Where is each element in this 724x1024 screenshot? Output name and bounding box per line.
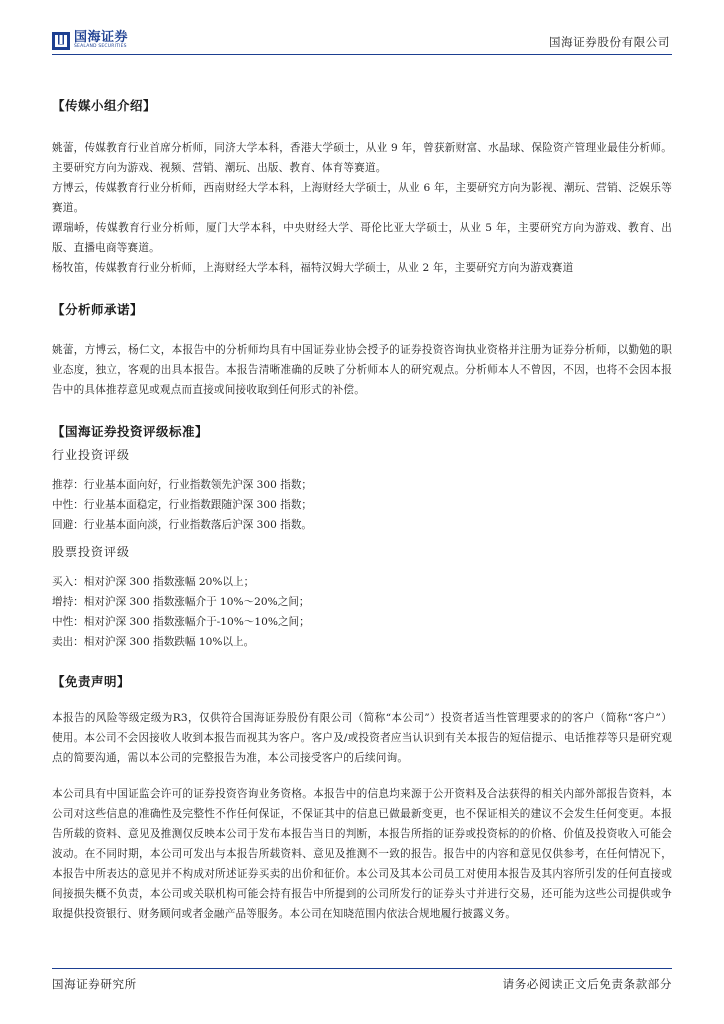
member-bio: 方博云，传媒教育行业分析师，西南财经大学本科，上海财经大学硕士，从业 6 年，主要研究方向为影视、潮玩、营销、泛娱乐等赛道。 [52,182,672,214]
footer-notice: 请务必阅读正文后免责条款部分 [502,977,672,991]
footer-divider [52,968,672,969]
media-team-title: 【传媒小组介绍】 [52,98,157,113]
industry-rating-item: 推荐：行业基本面向好，行业指数领先沪深 300 指数； [52,479,313,491]
industry-rating-item: 中性：行业基本面稳定，行业指数跟随沪深 300 指数； [52,499,313,511]
stock-rating-item: 增持：相对沪深 300 指数涨幅介于 10%～20%之间； [52,596,310,608]
page-header [0,0,724,60]
header-company-name: 国海证券股份有限公司 [549,35,670,49]
disclaimer-paragraph: 本报告的风险等级定级为R3，仅供符合国海证券股份有限公司（简称“本公司”）投资者适当性管理要求的的客户（简称“客户”）使用。本公司不会因接收人收到本报告而视其为客户。客户及/或投资者应当认识到有关本报告的短信提示、电话推荐等只是研究观点的简要沟通，需以本公司的完整报告为准，本公司接受客户的后续问询。 [52,712,672,764]
footer-institute: 国海证券研究所 [52,977,137,991]
stock-rating-item: 买入：相对沪深 300 指数涨幅 20%以上； [52,576,255,588]
rating-standard-section [52,422,672,652]
header-divider [52,54,672,55]
disclaimer-section [52,672,672,924]
logo-icon [52,32,70,50]
stock-rating-item: 卖出：相对沪深 300 指数跌幅 10%以上。 [52,636,255,648]
member-bio: 杨牧笛，传媒教育行业分析师，上海财经大学本科，福特汉姆大学硕士，从业 2 年，主要研究方向为游戏赛道 [52,262,574,274]
analyst-pledge-section [52,300,672,400]
media-team-section [52,96,672,278]
industry-rating-heading: 行业投资评级 [52,448,131,462]
analyst-pledge-text: 姚蕾，方博云，杨仁文，本报告中的分析师均具有中国证券业协会授予的证券投资咨询执业资格并注册为证券分析师，以勤勉的职业态度，独立，客观的出具本报告。本报告清晰准确的反映了分析师本人的研究观点。分析师本人不曾因，不因，也将不会因本报告中的具体推荐意见或观点而直接或间接收取到任何形式的补偿。 [52,344,672,396]
disclaimer-title: 【免责声明】 [52,674,131,689]
stock-rating-heading: 股票投资评级 [52,545,131,559]
company-logo [52,31,128,50]
logo-chinese-name: 国海证券 [74,30,129,45]
analyst-pledge-title: 【分析师承诺】 [52,302,144,317]
stock-rating-item: 中性：相对沪深 300 指数涨幅介于-10%～10%之间； [52,616,310,628]
industry-rating-item: 回避：行业基本面向淡，行业指数落后沪深 300 指数。 [52,519,313,531]
rating-standard-title: 【国海证券投资评级标准】 [52,424,209,439]
member-bio: 姚蕾，传媒教育行业首席分析师，同济大学本科，香港大学硕士，从业 9 年，曾获新财富、水晶球、保险资产管理业最佳分析师。主要研究方向为游戏、视频、营销、潮玩、出版、教育、体育等赛道。 [52,142,672,174]
member-bio: 谭瑞峤，传媒教育行业分析师，厦门大学本科，中央财经大学、哥伦比亚大学硕士，从业 5 年，主要研究方向为游戏、教育、出版、直播电商等赛道。 [52,222,672,254]
logo-english-name: SEALAND SECURITIES [74,44,127,49]
disclaimer-paragraph: 本公司具有中国证监会许可的证券投资咨询业务资格。本报告中的信息均来源于公开资料及合法获得的相关内部外部报告资料，本公司对这些信息的准确性及完整性不作任何保证，不保证其中的信息已做最新变更，也不保证相关的建议不会发生任何变更。本报告所载的资料、意见及推测仅反映本公司于发布本报告当日的判断，本报告所指的证券或投资标的的价格、价值及投资收入可能会波动。在不同时期，本公司可发出与本报告所载资料、意见及推测不一致的报告。报告中的内容和意见仅供参考，在任何情况下，本报告中所表达的意见并不构成对所述证券买卖的出价和征价。本公司及其本公司员工对使用本报告及其内容所引发的任何直接或间接损失概不负责，本公司或关联机构可能会持有报告中所提到的公司所发行的证券头寸并进行交易，还可能为这些公司提供或争取提供投资银行、财务顾问或者金融产品等服务。本公司在知晓范围内依法合规地履行披露义务。 [52,788,672,920]
page-body [52,96,672,924]
